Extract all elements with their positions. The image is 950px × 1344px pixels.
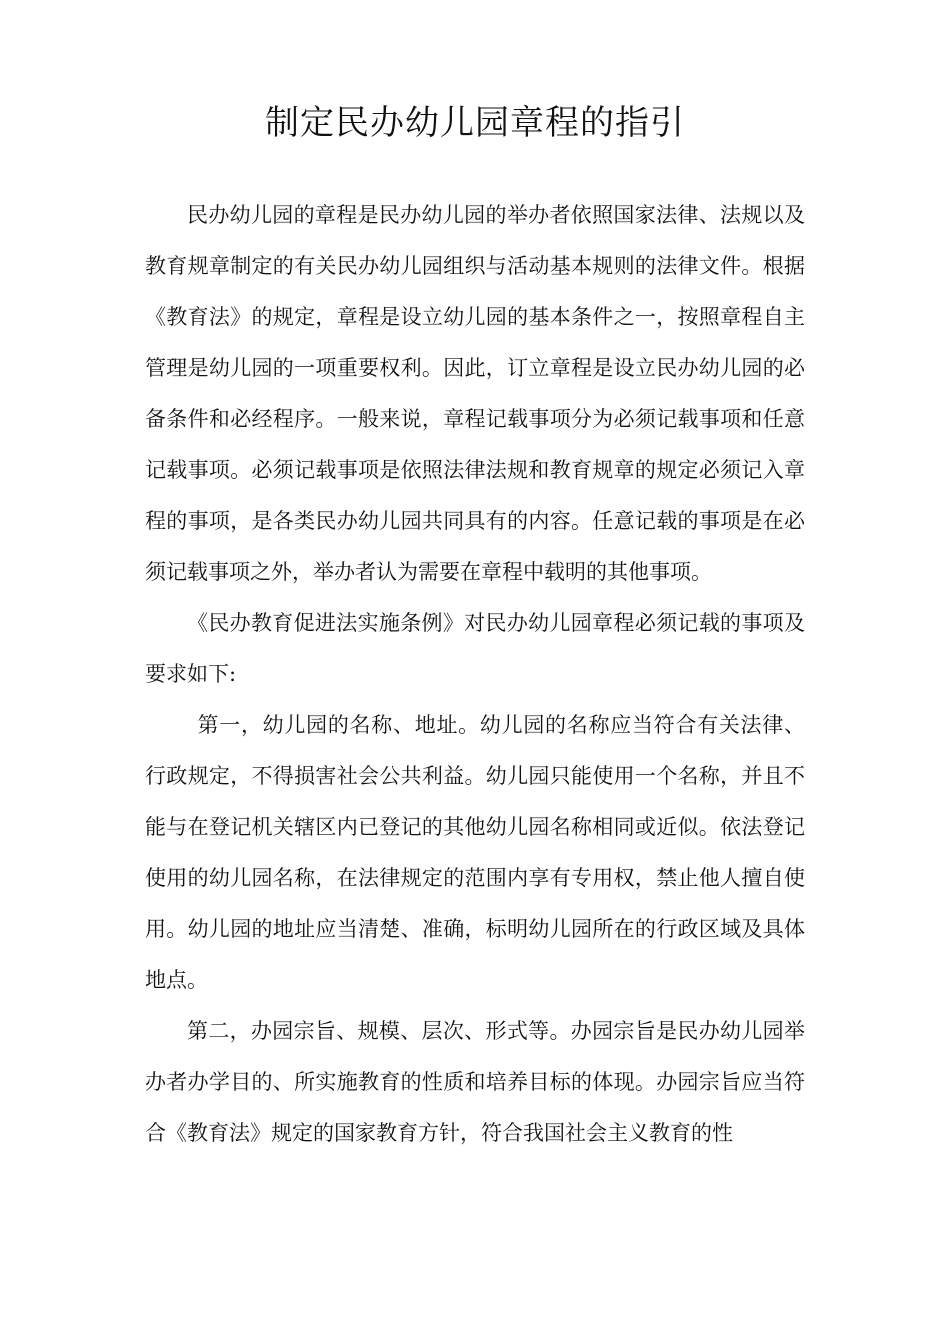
document-body: [145, 190, 805, 1159]
paragraph-intro: 民办幼儿园的章程是民办幼儿园的举办者依照国家法律、法规以及教育规章制定的有关民办幼儿园组织与活动基本规则的法律文件。根据《教育法》的规定，章程是设立幼儿园的基本条件之一，按照章程自主管理是幼儿园的一项重要权利。因此，订立章程是设立民办幼儿园的必备条件和必经程序。一般来说，章程记载事项分为必须记载事项和任意记载事项。必须记载事项是依照法律法规和教育规章的规定必须记入章程的事项，是各类民办幼儿园共同具有的内容。任意记载的事项是在必须记载事项之外，举办者认为需要在章程中载明的其他事项。: [145, 203, 805, 584]
paragraph-second-item: 第二，办园宗旨、规模、层次、形式等。办园宗旨是民办幼儿园举办者办学目的、所实施教育的性质和培养目标的体现。办园宗旨应当符合《教育法》规定的国家教育方针，符合我国社会主义教育的性: [145, 1019, 805, 1145]
document-title: 制定民办幼儿园章程的指引: [265, 103, 685, 143]
paragraph-first-item: 第一，幼儿园的名称、地址。幼儿园的名称应当符合有关法律、行政规定，不得损害社会公共利益。幼儿园只能使用一个名称，并且不能与在登记机关辖区内已登记的其他幼儿园名称相同或近似。依法登记使用的幼儿园名称，在法律规定的范围内享有专用权，禁止他人擅自使用。幼儿园的地址应当清楚、准确，标明幼儿园所在的行政区域及具体地点。: [145, 713, 805, 992]
paragraph-regulation: 《民办教育促进法实施条例》对民办幼儿园章程必须记载的事项及要求如下:: [145, 611, 805, 686]
